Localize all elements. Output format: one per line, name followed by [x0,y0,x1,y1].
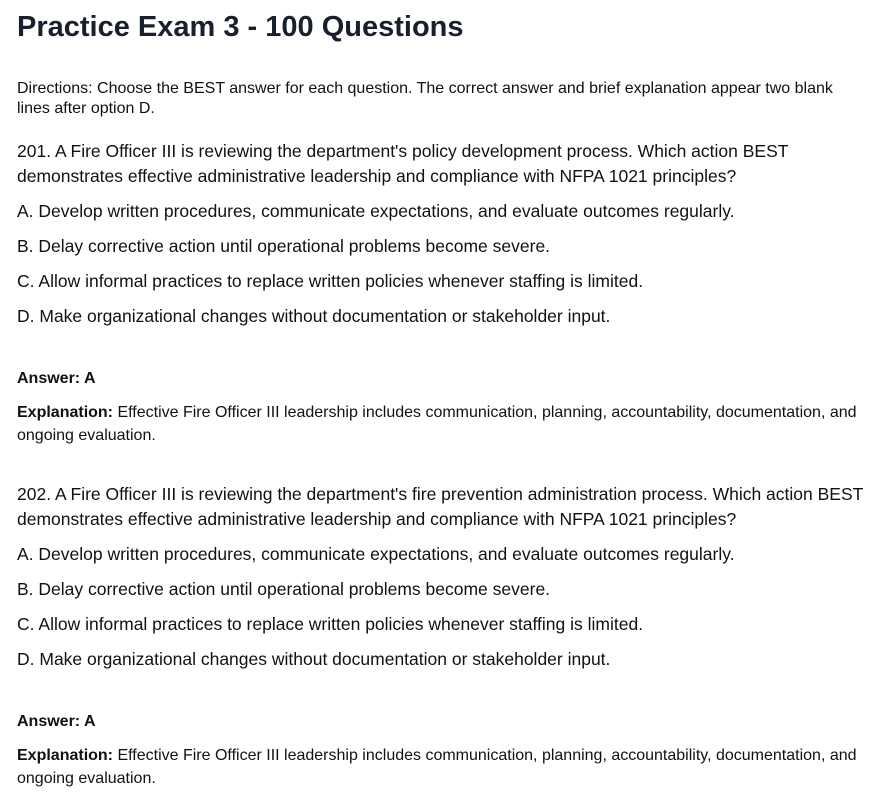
question-text: 202. A Fire Officer III is reviewing the department's fire prevention administration process. Which action BEST demonstrates effective administrative leadership and compliance with NFPA 1021 principles? [17,484,863,529]
explanation [17,401,863,447]
option-c: C. Allow informal practices to replace written policies whenever staffing is limited. [17,271,644,291]
explanation-text: Effective Fire Officer III leadership includes communication, planning, accountability, documentation, and ongoing evaluation. [17,404,857,444]
explanation-text: Effective Fire Officer III leadership includes communication, planning, accountability, documentation, and ongoing evaluation. [17,747,857,787]
answer-line: Answer: A [17,713,96,730]
explanation [17,744,863,790]
option-a: A. Develop written procedures, communicate expectations, and evaluate outcomes regularly. [17,201,735,221]
option-c: C. Allow informal practices to replace written policies whenever staffing is limited. [17,614,644,634]
question-block-202 [17,482,863,790]
explanation-label: Explanation: [17,404,114,421]
question-text: 201. A Fire Officer III is reviewing the department's policy development process. Which action BEST demonstrates effective administrative leadership and compliance with NFPA 1021 principles? [17,141,789,186]
explanation-label: Explanation: [17,747,114,764]
answer-line: Answer: A [17,370,96,387]
option-b: B. Delay corrective action until operational problems become severe. [17,236,551,256]
option-d: D. Make organizational changes without documentation or stakeholder input. [17,649,611,669]
option-d: D. Make organizational changes without documentation or stakeholder input. [17,306,611,326]
question-block-201 [17,139,863,447]
option-a: A. Develop written procedures, communicate expectations, and evaluate outcomes regularly. [17,544,735,564]
option-b: B. Delay corrective action until operational problems become severe. [17,579,551,599]
page-title: Practice Exam 3 - 100 Questions [17,11,464,43]
directions-text: Directions: Choose the BEST answer for each question. The correct answer and brief explanation appear two blank lines after option D. [17,80,833,117]
